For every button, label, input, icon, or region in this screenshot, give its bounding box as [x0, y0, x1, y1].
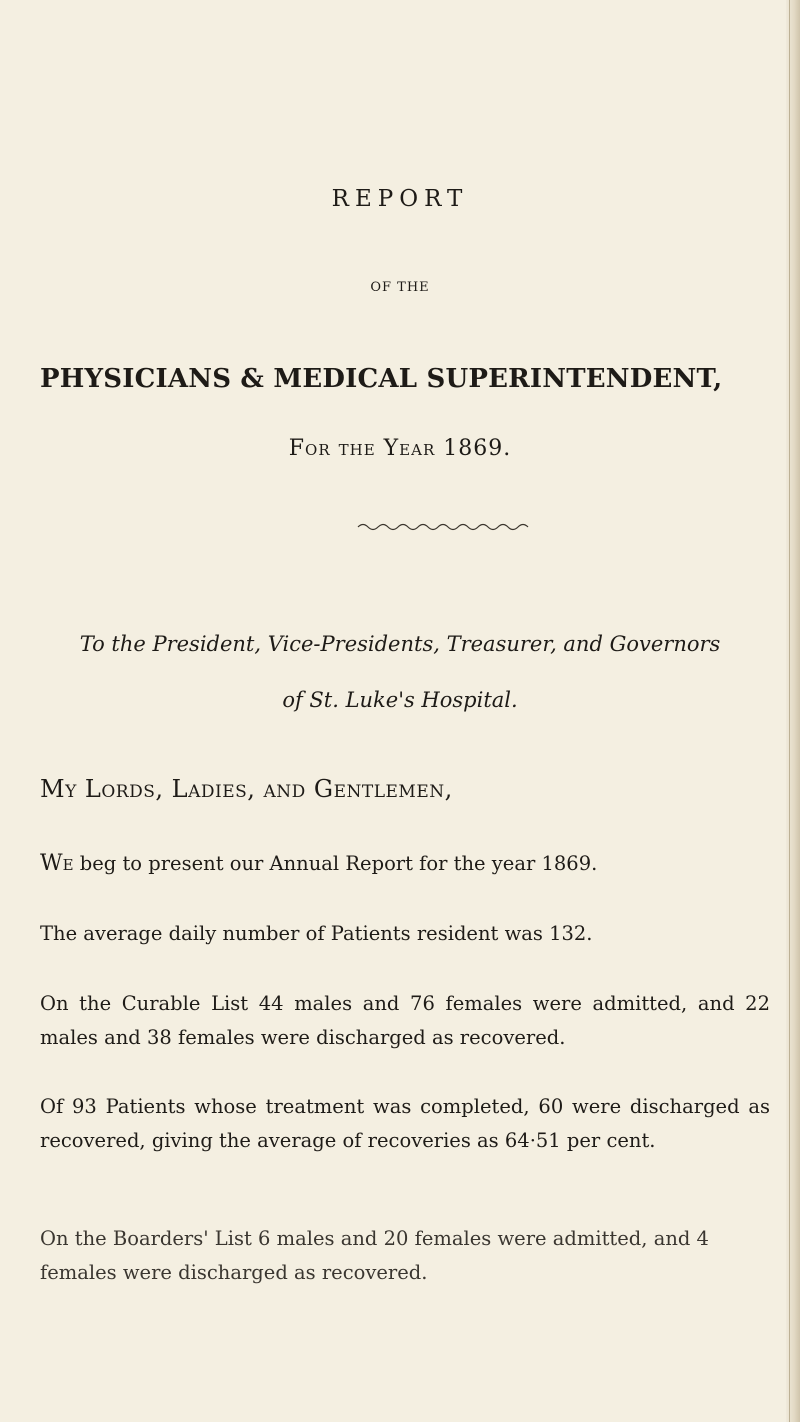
- address-line-2: of St. Luke's Hospital.: [282, 688, 518, 712]
- salutation: My Lords, Ladies, and Gentlemen,: [40, 775, 453, 803]
- paragraph-intro-text: beg to present our Annual Report for the year 1869.: [73, 852, 598, 875]
- report-heading: PHYSICIANS & MEDICAL SUPERINTENDENT,: [40, 364, 723, 394]
- paragraph-intro-lead: We: [40, 851, 74, 876]
- paragraph-intro: [40, 847, 770, 881]
- address-line-1: To the President, Vice-Presidents, Treasurer, and Governors: [79, 632, 721, 656]
- of-the-label: OF THE: [370, 280, 430, 295]
- paragraph-average-patients: The average daily number of Patients resident was 132.: [40, 922, 593, 945]
- wavy-rule-ornament-icon: [356, 520, 536, 534]
- year-line: For the Year 1869.: [288, 436, 512, 461]
- paragraph-curable-list: On the Curable List 44 males and 76 females were admitted, and 22 males and 38 females were discharged as recovered.: [40, 992, 770, 1049]
- paragraph-boarders-list: On the Boarders' List 6 males and 20 females were admitted, and 4 females were discharged as recovered.: [40, 1227, 709, 1284]
- report-title: REPORT: [331, 186, 469, 212]
- paragraph-recoveries: Of 93 Patients whose treatment was completed, 60 were discharged as recovered, giving the average of recoveries as 64·51 per cent.: [40, 1095, 770, 1152]
